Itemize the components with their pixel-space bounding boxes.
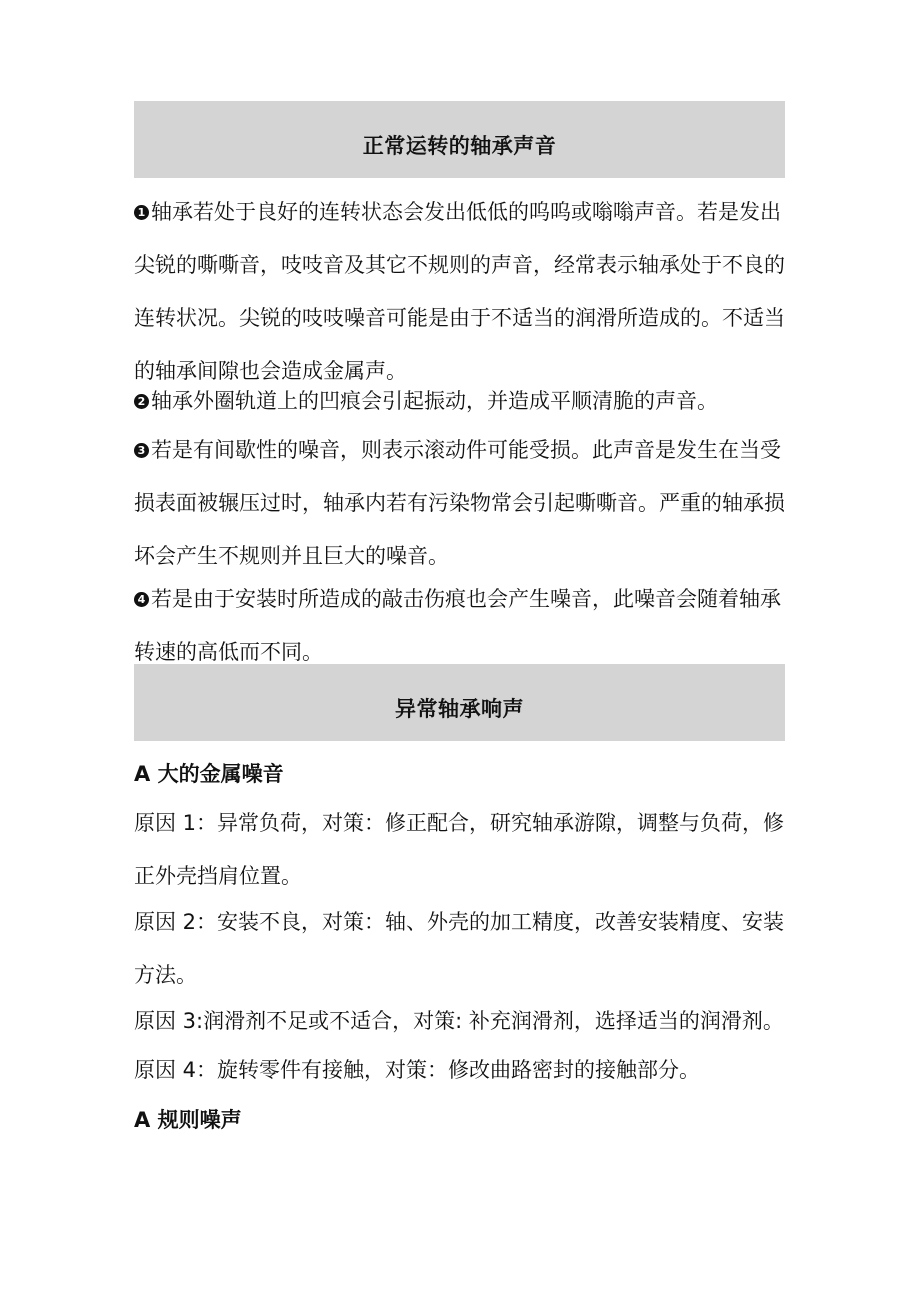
section-title: 异常轴承响声 [395,696,524,721]
subheading-regular-noise: A 规则噪声 [134,1108,242,1132]
section-banner-abnormal-sound [134,664,785,741]
number-3-icon: 3 [134,443,149,458]
paragraph-text: 轴承外圈轨道上的凹痕会引起振动，并造成平顺清脆的声音。 [151,389,718,413]
list-item [134,186,794,398]
cause-item: 原因 1：异常负荷，对策：修正配合，研究轴承游隙，调整与负荷，修正外壳挡肩位置。 [134,811,785,888]
cause-item: 原因 4：旋转零件有接触，对策：修改曲路密封的接触部分。 [134,1058,701,1082]
paragraph-text: 若是有间歇性的噪音，则表示滚动件可能受损。此声音是发生在当受损表面被辗压过时，轴承内若有污染物常会引起嘶嘶音。严重的轴承损坏会产生不规则并且巨大的噪音。 [134,438,785,568]
number-4-icon: 4 [134,592,149,607]
number-1-icon: 1 [134,205,149,220]
paragraph-text: 若是由于安装时所造成的敲击伤痕也会产生噪音，此噪音会随着轴承转速的高低而不同。 [134,587,781,664]
section-banner-normal-sound [134,101,785,178]
paragraph-text: 轴承若处于良好的连转状态会发出低低的呜呜或嗡嗡声音。若是发出尖锐的嘶嘶音，吱吱音及其它不规则的声音，经常表示轴承处于不良的连转状况。尖锐的吱吱噪音可能是由于不适当的润滑所造成的。不适当的轴承间隙也会造成金属声。 [134,200,785,383]
cause-item: 原因 3:润滑剂不足或不适合，对策: 补充润滑剂，选择适当的润滑剂。 [134,1009,784,1033]
subheading-metal-noise: A 大的金属噪音 [134,762,284,786]
section-title: 正常运转的轴承声音 [362,133,557,158]
number-2-icon: 2 [134,394,149,409]
list-item [134,424,794,583]
cause-item: 原因 2：安装不良，对策：轴、外壳的加工精度，改善安装精度、安装方法。 [134,910,785,987]
list-item [134,375,794,428]
